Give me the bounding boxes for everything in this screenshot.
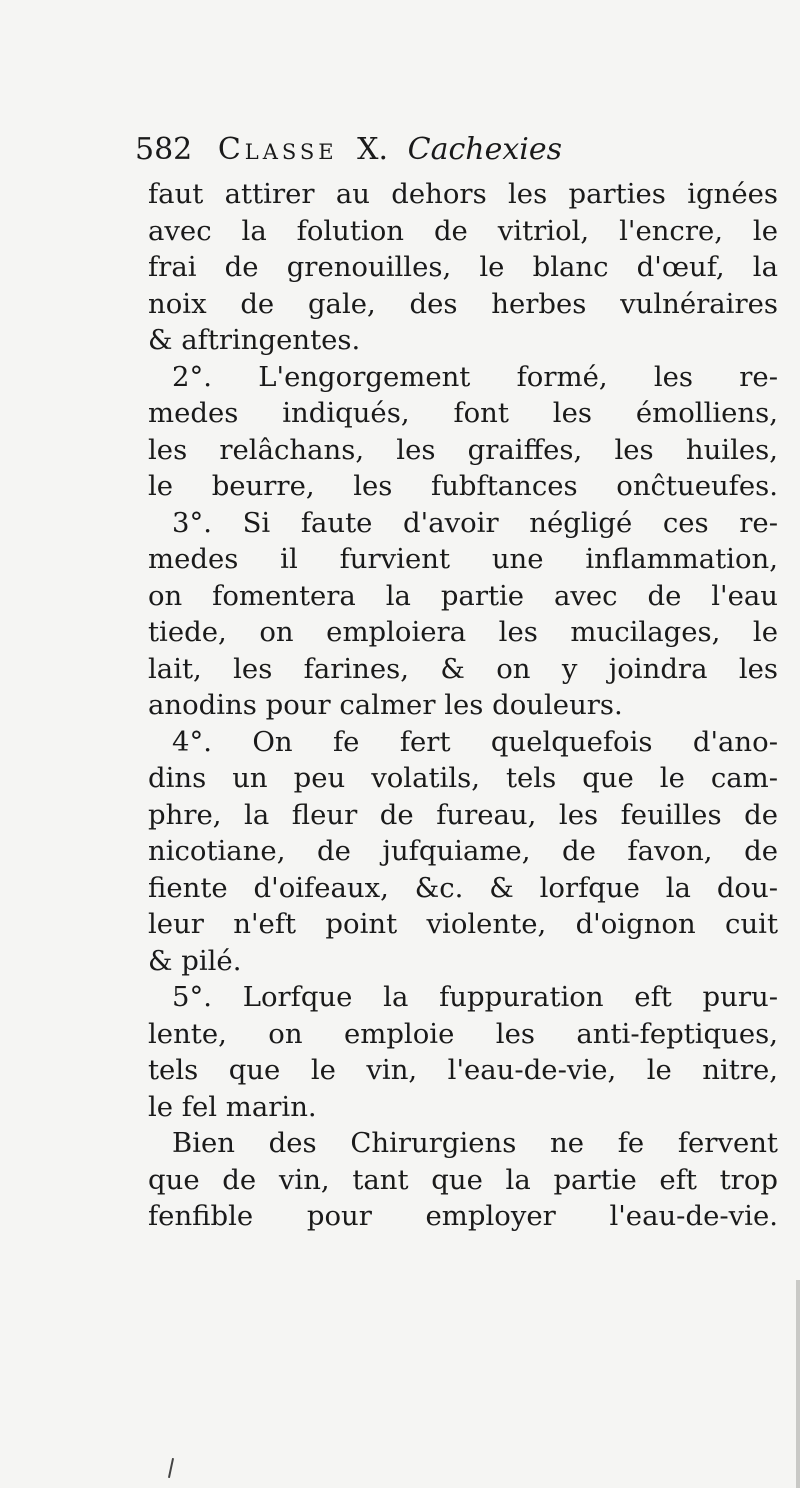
text-line: medes indiqués, font les émolliens, (148, 397, 778, 429)
text-line: anodins pour calmer les douleurs. (148, 689, 623, 721)
text-line: lente, on emploie les anti-feptiques, (148, 1017, 778, 1050)
text-line: que de vin, tant que la partie eft trop (148, 1163, 778, 1196)
text-line: & pilé. (148, 944, 242, 977)
text-line: on fomentera la partie avec de l'eau (148, 579, 778, 612)
text-line: Bien des Chirurgiens ne fe fervent (172, 1127, 778, 1159)
page-edge-shadow (796, 1280, 800, 1488)
class-number: X. (357, 132, 389, 167)
text-line: leur n'eft point violente, d'oignon cuit (148, 908, 778, 940)
text-line: medes il furvient une inflammation, (148, 543, 778, 575)
text-line: 2°. L'engorgement formé, les re- (172, 360, 778, 393)
page-header (135, 128, 775, 172)
text-line: lait, les farines, & on y joindra les (148, 652, 778, 685)
class-label: Classe (217, 132, 338, 167)
text-line: noix de gale, des herbes vulnéraires (148, 287, 778, 320)
text-line: tiede, on emploiera les mucilages, le (148, 616, 778, 648)
text-line: dins un peu volatils, tels que le cam- (148, 762, 778, 794)
text-line: nicotiane, de jufquiame, de favon, de (148, 835, 778, 867)
text-line: 4°. On fe fert quelquefois d'ano- (172, 725, 778, 758)
text-line: fenfible pour employer l'eau-de-vie. (148, 1200, 778, 1232)
text-line: 5°. Lorfque la fuppuration eft puru- (172, 981, 778, 1013)
stray-ink-mark (168, 1458, 174, 1478)
text-line: le fel marin. (148, 1090, 317, 1123)
text-line: avec la folution de vitriol, l'encre, le (148, 214, 778, 247)
body-text (148, 176, 778, 1235)
text-line: faut attirer au dehors les parties ignées (148, 178, 778, 210)
text-line: le beurre, les fubftances onĉtueufes. (148, 470, 778, 502)
text-line: les relâchans, les graiffes, les huiles, (148, 433, 778, 466)
text-line: phre, la fleur de fureau, les feuilles de (148, 798, 778, 831)
text-line: tels que le vin, l'eau-de-vie, le nitre, (148, 1054, 778, 1086)
text-line: frai de grenouilles, le blanc d'œuf, la (148, 251, 778, 283)
text-line: & aftringentes. (148, 324, 361, 356)
text-line: 3°. Si faute d'avoir négligé ces re- (172, 506, 778, 539)
running-title: Cachexies (407, 132, 563, 167)
page-number: 582 (135, 132, 193, 167)
text-line: fiente d'oifeaux, &c. & lorfque la dou- (148, 871, 778, 904)
